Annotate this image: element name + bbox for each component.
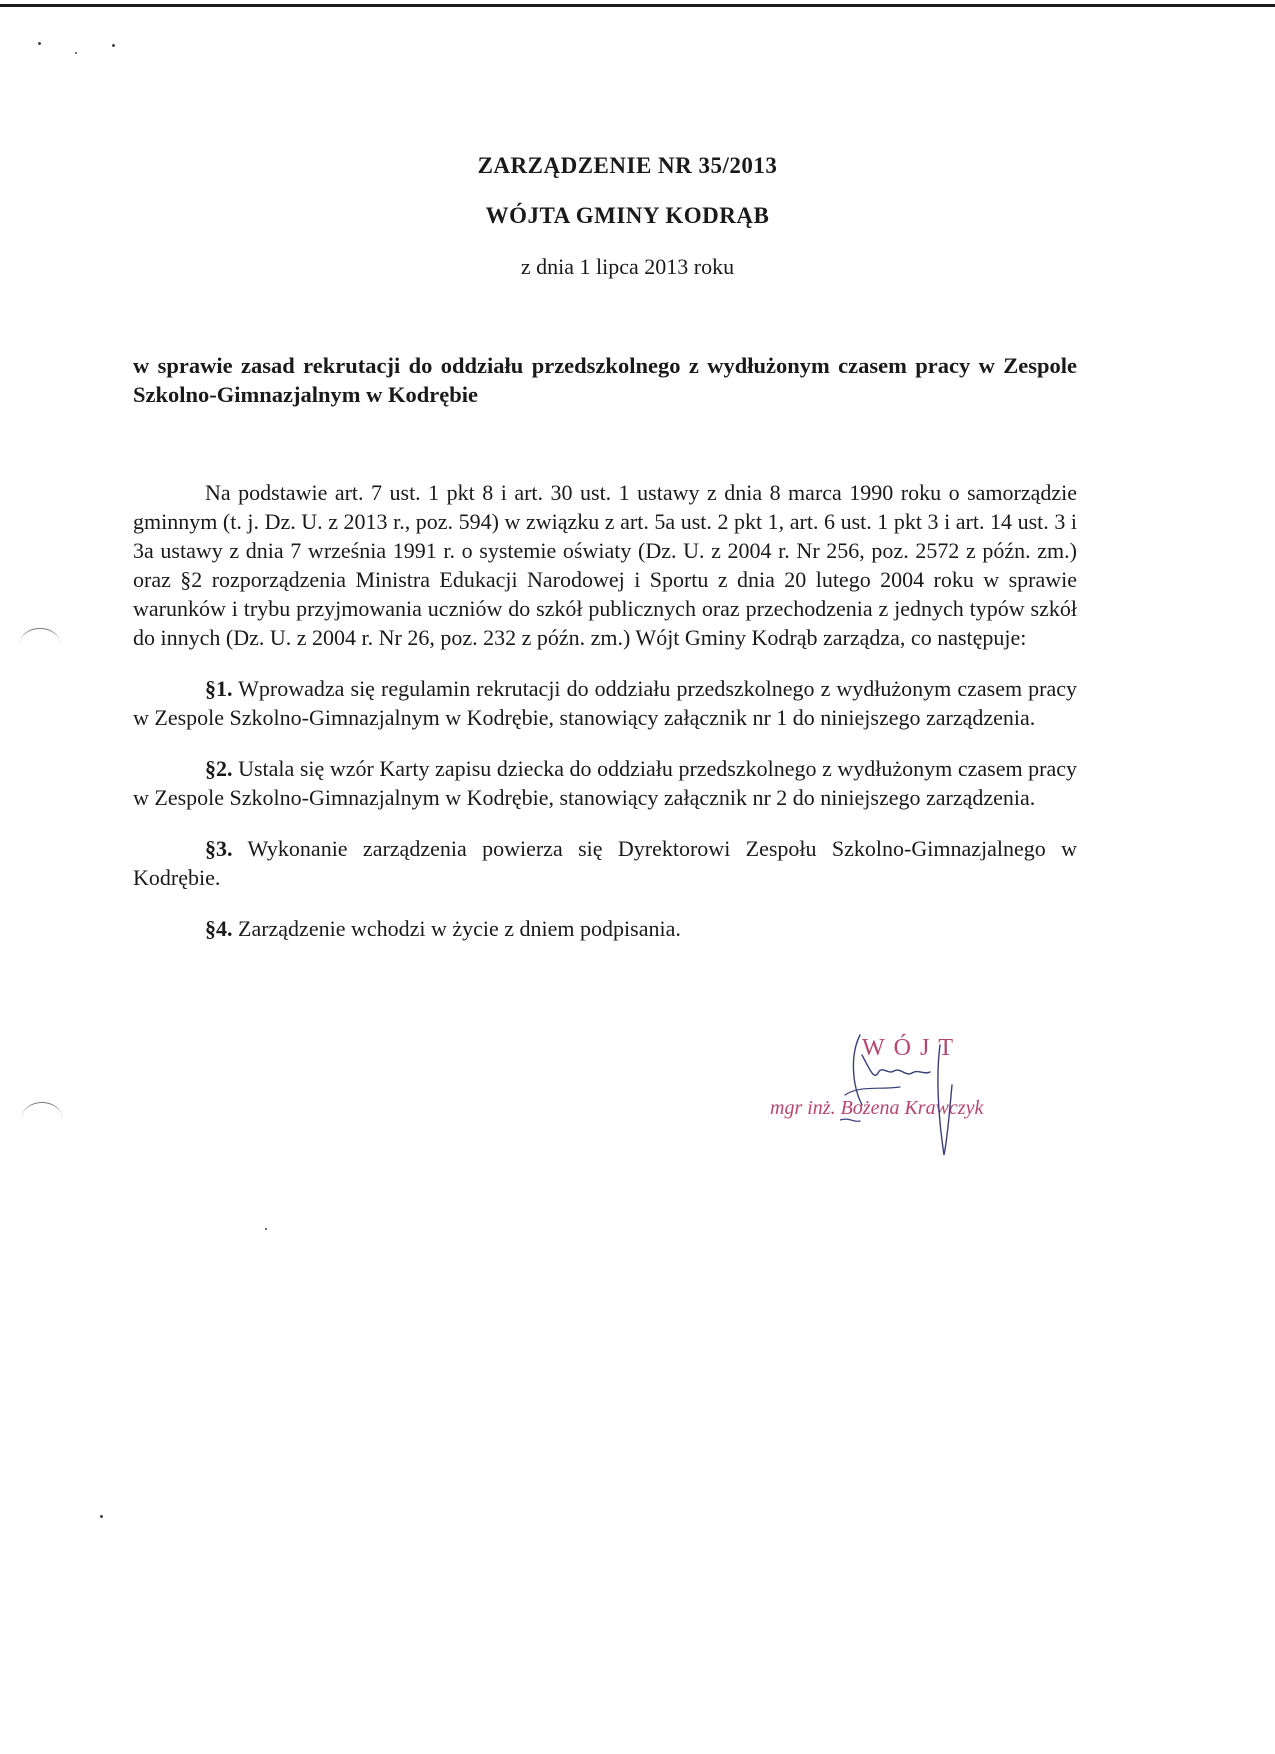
section-text: Wprowadza się regulamin rekrutacji do oddziału przedszkolnego z wydłużonym czasem pracy w Zespole Szkolno-Gimnazjalnym w Kodrębie, stanowiący załącznik nr 1 do niniejszego zarządzenia. — [133, 676, 1077, 730]
section-4 — [133, 914, 1077, 943]
section-text: Wykonanie zarządzenia powierza się Dyrektorowi Zespołu Szkolno-Gimnazjalnego w Kodrębie. — [133, 836, 1078, 890]
section-text: Ustala się wzór Karty zapisu dziecka do oddziału przedszkolnego z wydłużonym czasem pracy w Zespole Szkolno-Gimnazjalnym w Kodrębie, stanowiący załącznik nr 2 do niniejszego zarządzenia. — [133, 756, 1077, 810]
scan-border-line — [0, 4, 1275, 7]
scan-speck — [38, 42, 41, 45]
document-subject: w sprawie zasad rekrutacji do oddziału przedszkolnego z wydłużonym czasem pracy w Zespole Szkolno-Gimnazjalnym w Kodrębie — [133, 353, 1077, 407]
section-3 — [133, 834, 1077, 892]
section-number: §3. — [205, 836, 233, 861]
section-number: §4. — [205, 916, 233, 941]
section-2 — [133, 754, 1077, 812]
handwritten-signature — [840, 1025, 1000, 1165]
section-number: §1. — [205, 676, 233, 701]
section-text: Zarządzenie wchodzi w życie z dniem podpisania. — [238, 916, 681, 941]
document-title: ZARZĄDZENIE NR 35/2013 — [477, 153, 778, 178]
document-date: z dnia 1 lipca 2013 roku — [520, 254, 735, 279]
stamp-title: WÓJT — [862, 1035, 962, 1061]
document-issuer: WÓJTA GMINY KODRĄB — [485, 203, 770, 228]
stamp-name: mgr inż. Bożena Krawczyk — [770, 1097, 984, 1119]
scan-speck — [75, 52, 77, 54]
scan-speck — [265, 1228, 267, 1230]
scan-speck — [100, 1515, 103, 1518]
document-body — [133, 478, 1077, 943]
legal-basis-paragraph: Na podstawie art. 7 ust. 1 pkt 8 i art. 30 ust. 1 ustawy z dnia 8 marca 1990 roku o samorządzie gminnym (t. j. Dz. U. z 2013 r., poz. 594) w związku z art. 5a ust. 2 pkt 1, art. 6 ust. 1 pkt 3 i art. 14 ust. 3 i 3a ustawy z dnia 7 września 1991 r. o systemie oświaty (Dz. U. z 2004 r. Nr 256, poz. 2572 z późn. zm.) oraz §2 rozporządzenia Ministra Edukacji Narodowej i Sportu z dnia 20 lutego 2004 roku w sprawie warunków i trybu przyjmowania uczniów do szkół publicznych oraz przechodzenia z jednych typów szkół do innych (Dz. U. z 2004 r. Nr 26, poz. 232 z późn. zm.) Wójt Gminy Kodrąb zarządza, co następuje: — [133, 480, 1077, 650]
section-number: §2. — [205, 756, 233, 781]
scan-edge-mark — [22, 1102, 62, 1133]
scan-edge-mark — [20, 628, 60, 659]
scan-speck — [112, 44, 115, 47]
section-1 — [133, 674, 1077, 732]
